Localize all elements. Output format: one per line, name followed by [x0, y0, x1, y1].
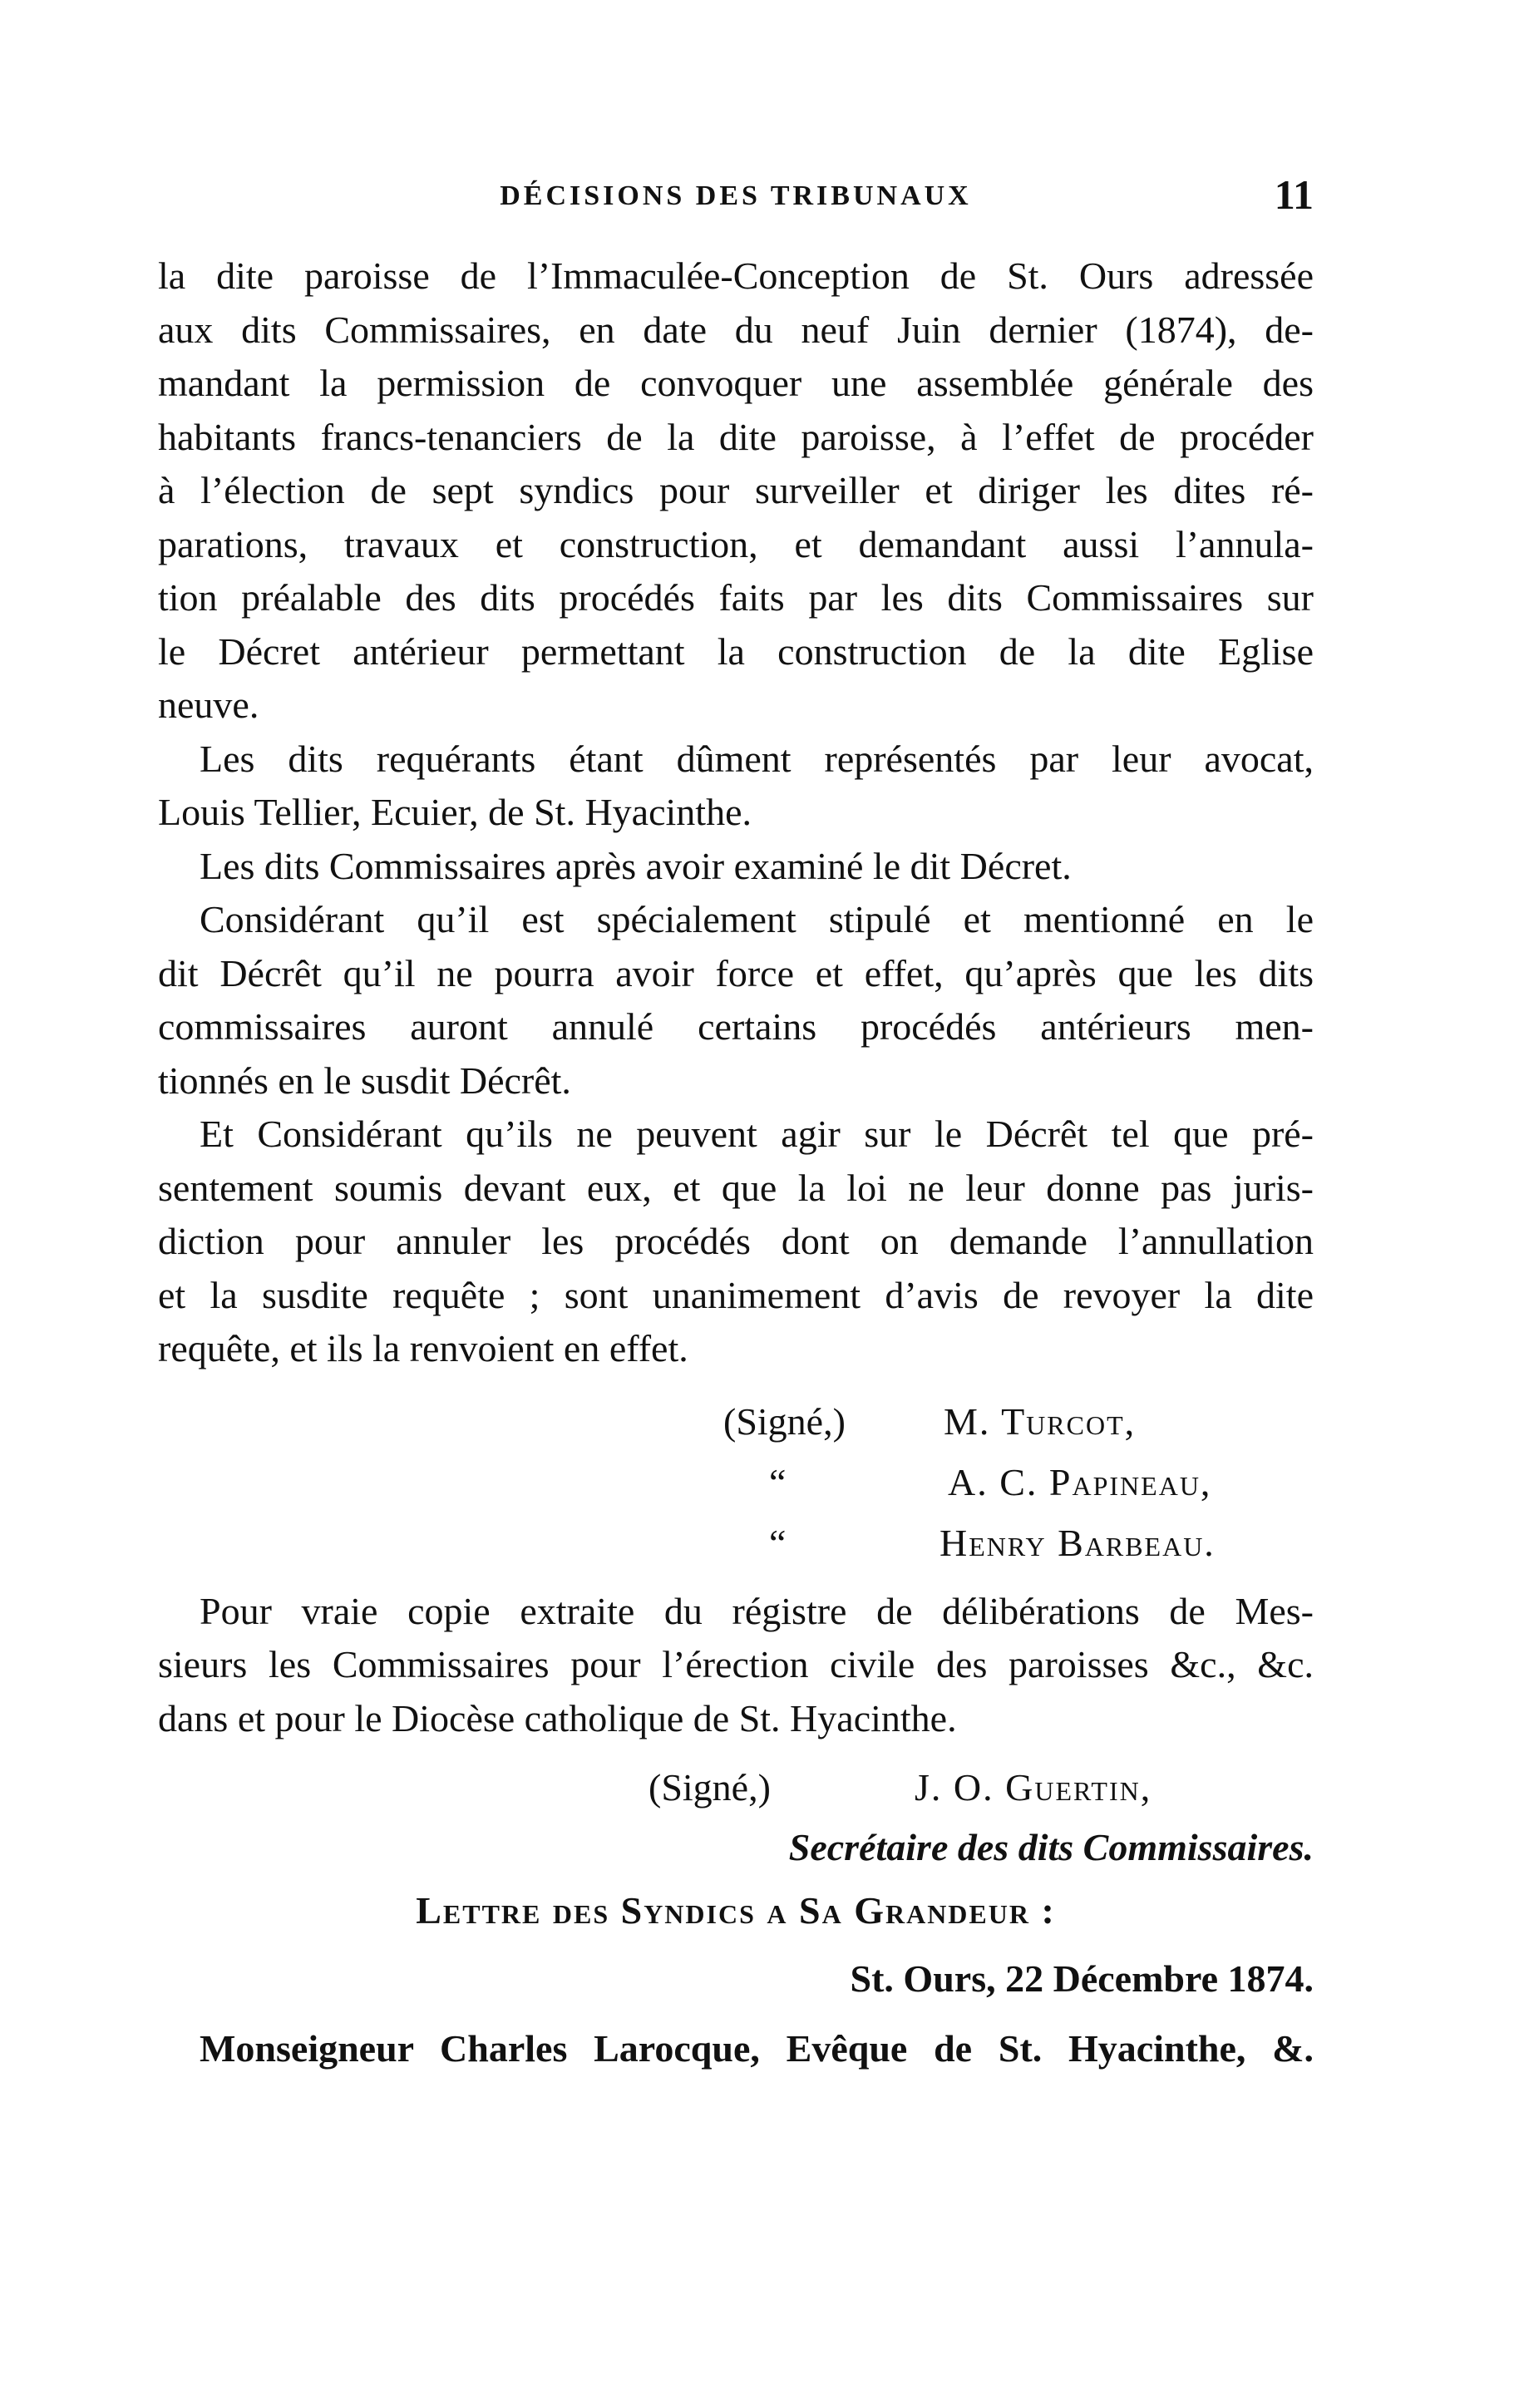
signature-block-secretary [158, 1757, 1314, 1878]
text-line: dit Décrêt qu’il ne pourra avoir force et effet, qu’après que les dits [158, 951, 1314, 994]
text-line: Et Considérant qu’ils ne peuvent agir sur le Décrêt tel que pré- [200, 1113, 1314, 1155]
text-line: Louis Tellier, Ecuier, de St. Hyacinthe. [158, 791, 752, 833]
paragraph-examination [158, 840, 1314, 894]
signatory-name: J. O. Guertin, [915, 1766, 1152, 1808]
signature-row [158, 1452, 1314, 1512]
letter-heading: Lettre des Syndics a Sa Grandeur : [416, 1889, 1056, 1932]
page-number: 11 [1274, 171, 1314, 218]
text-line: sieurs les Commissaires pour l’érection civile des paroisses &c., &c. [158, 1643, 1314, 1685]
text-line: sentement soumis devant eux, et que la loi ne leur donne pas juris- [158, 1166, 1314, 1209]
signature-row [158, 1391, 1314, 1452]
text-line: parations, travaux et construction, et demandant aussi l’annula- [158, 522, 1314, 565]
paragraph-representation [158, 733, 1314, 840]
signature-row [158, 1512, 1314, 1573]
text-line: neuve. [158, 683, 259, 726]
ditto-mark: “ [769, 1460, 787, 1503]
ditto-mark: “ [769, 1521, 787, 1564]
text-line: Considérant qu’il est spécialement stipulé et mentionné en le [200, 898, 1314, 940]
text-line: tion préalable des dits procédés faits par les dits Commissaires sur [158, 576, 1314, 619]
text-line: commissaires auront annulé certains procédés antérieurs men- [158, 1005, 1314, 1048]
text-line: diction pour annuler les procédés dont on demande l’annullation [158, 1220, 1314, 1262]
text-line: aux dits Commissaires, en date du neuf Juin dernier (1874), de- [158, 308, 1314, 351]
secretary-title: Secrétaire des dits Commissaires. [788, 1826, 1314, 1868]
letter-date: St. Ours, 22 Décembre 1874. [850, 1957, 1314, 2000]
text-line: à l’élection de sept syndics pour surveiller et diriger les dites ré- [158, 469, 1314, 511]
letter-salutation: Monseigneur Charles Larocque, Evêque de St. Hyacinthe, &. [200, 2027, 1314, 2070]
paragraph-petition [158, 249, 1314, 733]
signatory-name: Henry Barbeau. [939, 1521, 1216, 1564]
body-text [158, 249, 1314, 2079]
paragraph-certified-copy [158, 1585, 1314, 1746]
signatory-name: A. C. Papineau, [948, 1460, 1212, 1503]
text-line: Les dits requérants étant dûment représentés par leur avocat, [200, 737, 1314, 780]
text-line: dans et pour le Diocèse catholique de St. Hyacinthe. [158, 1696, 957, 1739]
text-line: et la susdite requête ; sont unanimement d’avis de revoyer la dite [158, 1273, 1314, 1316]
text-line: la dite paroisse de l’Immaculée-Conception de St. Ours adressée [158, 254, 1314, 297]
signature-label: (Signé,) [723, 1399, 846, 1443]
signature-label: (Signé,) [649, 1766, 771, 1808]
running-head [158, 170, 1314, 229]
text-line: habitants francs-tenanciers de la dite paroisse, à l’effet de procéder [158, 415, 1314, 458]
paragraph-considerant-1 [158, 893, 1314, 1108]
text-line: requête, et ils la renvoient en effet. [158, 1327, 688, 1369]
running-title: DÉCISIONS DES TRIBUNAUX [500, 180, 972, 211]
paragraph-considerant-2 [158, 1108, 1314, 1376]
letter-section [158, 1881, 1314, 2079]
signatory-name: M. Turcot, [944, 1399, 1137, 1443]
text-line: Pour vraie copie extraite du régistre de délibérations de Mes- [200, 1589, 1314, 1632]
text-line: tionnés en le susdit Décrêt. [158, 1058, 571, 1102]
signature-block-commissioners [158, 1391, 1314, 1573]
text-line: le Décret antérieur permettant la construction de la dite Eglise [158, 629, 1314, 673]
text-line: Les dits Commissaires après avoir examiné le dit Décret. [200, 844, 1072, 887]
text-line: mandant la permission de convoquer une assemblée générale des [158, 362, 1314, 404]
signature-row [158, 1757, 1314, 1818]
